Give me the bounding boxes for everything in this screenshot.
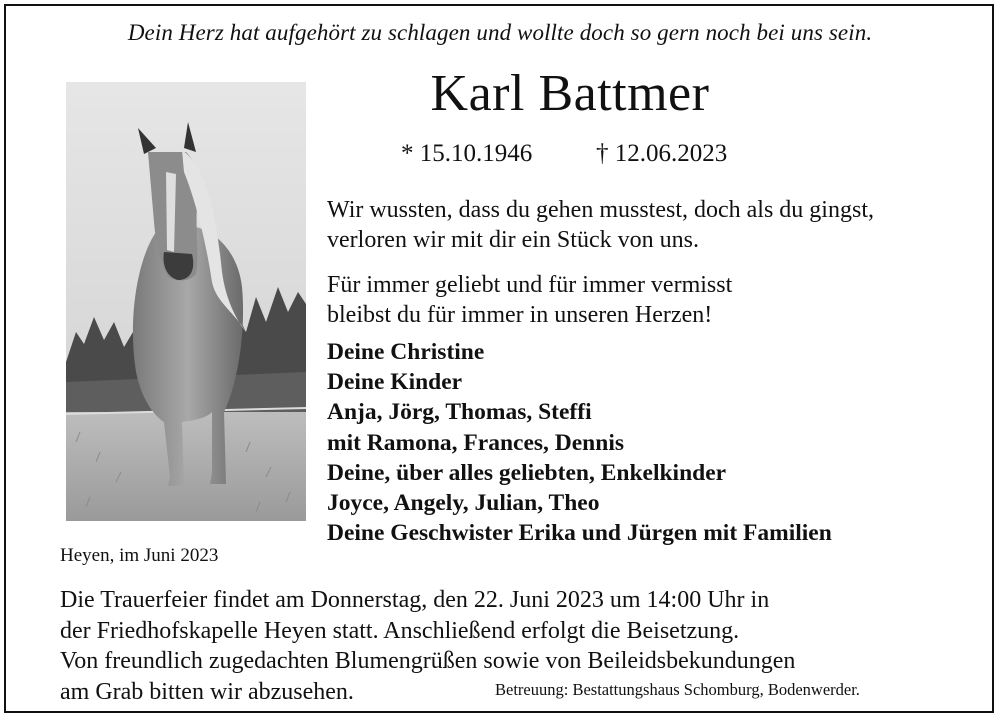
- family-signatures: [327, 337, 832, 548]
- funeral-home-credit: Betreuung: Bestattungshaus Schomburg, Bodenwerder.: [495, 680, 860, 699]
- service-line: am Grab bitten wir abzusehen.: [60, 678, 354, 705]
- service-line: der Friedhofskapelle Heyen statt. Anschließend erfolgt die Beisetzung.: [60, 617, 740, 644]
- poem-line: bleibst du für immer in unseren Herzen!: [327, 302, 713, 328]
- death-date: † 12.06.2023: [596, 140, 728, 167]
- family-line: Deine Geschwister Erika und Jürgen mit Familien: [327, 520, 832, 547]
- family-line: Deine Kinder: [327, 369, 463, 396]
- service-line: Von freundlich zugedachten Blumengrüßen sowie von Beileidsbekundungen: [60, 648, 796, 674]
- poem-paragraph-1: [327, 195, 874, 255]
- place-and-date: Heyen, im Juni 2023: [60, 545, 219, 566]
- poem-line: verloren wir mit dir ein Stück von uns.: [327, 227, 699, 253]
- family-line: Joyce, Angely, Julian, Theo: [327, 490, 600, 517]
- deceased-name: Karl Battmer: [430, 65, 710, 122]
- service-line: Die Trauerfeier findet am Donnerstag, den 22. Juni 2023 um 14:00 Uhr in: [60, 587, 770, 613]
- family-line: Anja, Jörg, Thomas, Steffi: [327, 399, 592, 426]
- poem-line: Für immer geliebt und für immer vermisst: [327, 272, 733, 298]
- horse-photo: [66, 82, 306, 521]
- poem-line: Wir wussten, dass du gehen musstest, doch als du gingst,: [327, 197, 874, 223]
- family-line: Deine, über alles geliebten, Enkelkinder: [327, 459, 727, 486]
- family-line: Deine Christine: [327, 339, 485, 365]
- birth-date: * 15.10.1946: [401, 140, 533, 167]
- opening-quote: Dein Herz hat aufgehört zu schlagen und wollte doch so gern noch bei uns sein.: [127, 20, 873, 45]
- family-line: mit Ramona, Frances, Dennis: [327, 429, 624, 456]
- poem-paragraph-2: [327, 270, 732, 330]
